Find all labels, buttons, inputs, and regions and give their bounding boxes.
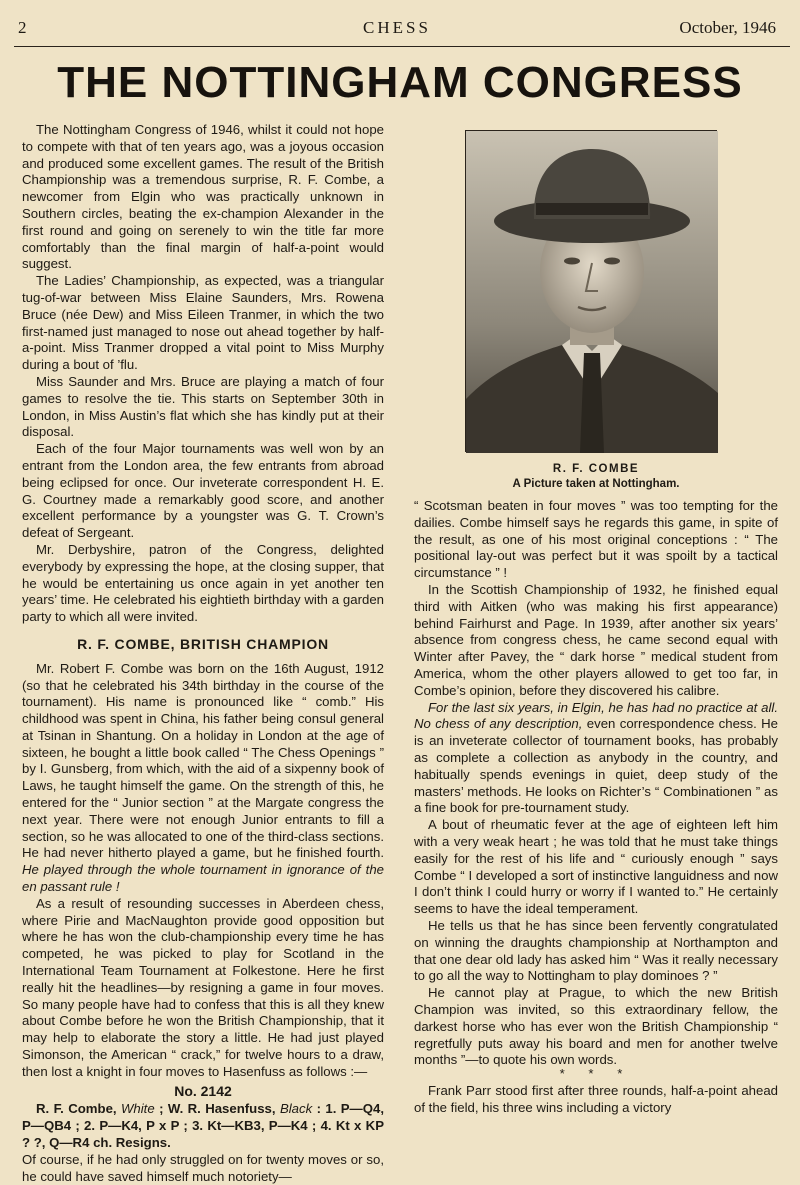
black-label: Black: [279, 1101, 313, 1117]
body-text: even correspondence chess. He is an inveterate collector of tournament books, has probably as complete a collection as anybody in the country, and habitually spends evenings in quiet, deep study of the masters’ methods. He looks on Richter’s “ Combinationen ” as a fine book for pre-tournament study.: [414, 716, 778, 816]
section-separator: * * *: [559, 1066, 633, 1082]
intro-paragraph: Miss Saunder and Mrs. Bruce are playing a match of four games to resolve the tie. This starts on September 30th in London, in Miss Austin’s flat which she has kindly put at their disposal.: [22, 373, 384, 440]
page-header: [18, 16, 776, 46]
bio-paragraph: [22, 661, 384, 896]
portrait-illustration: [466, 131, 718, 453]
game-number: No. 2142: [174, 1082, 232, 1099]
page-number: 2: [18, 18, 27, 37]
section-heading: R. F. COMBE, BRITISH CHAMPION: [77, 635, 329, 652]
portrait-image: [465, 130, 717, 452]
issue-date: October, 1946: [679, 18, 776, 37]
body-paragraph: He cannot play at Prague, to which the new British Champion was invited, so this extraordinary fellow, the darkest horse who has ever won the British Championship “ regretfully puts away his board and men for another twelve months ”—to quote his own words.: [414, 985, 778, 1068]
body-paragraph: He tells us that he has since been fervently congratulated on winning the draughts championship at Northampton and that one dear old lady has asked him “ Was it really necessary to go all the way to Nottingham to play dominoes ? ”: [414, 917, 778, 984]
body-paragraph: In the Scottish Championship of 1932, he finished equal third with Aitken (who was making his first appearance) behind Fairhurst and Page. In 1939, after another six years’ absence from congress chess, he came second equal with Winter after Pavey, the “ dark horse ” medical student from America, whom the other players allowed to get too far, in Combe’s opinion, before they discovered his calibre.: [414, 581, 778, 698]
bio-paragraph: As a result of resounding successes in Aberdeen chess, where Pirie and MacNaughton provide good opposition but where he has won the club-championship every time he has competed, he was picked to play for Scotland in the International Team Tournament at Folkestone. Here he first really hit the headlines—by resigning a game in four moves. So many people have had to confess that this is all they knew about Combe before he won the British Championship, that it may help to elaborate the story a little. He had just played Simonson, the American “ crack,” for twelve hours to a draw, then lost a knight in four moves to Hasenfuss as follows :—: [22, 895, 384, 1079]
white-label: White: [120, 1101, 155, 1117]
magazine-name: CHESS: [363, 18, 431, 37]
header-rule: [14, 46, 790, 47]
photo-caption: [414, 462, 778, 492]
bio-italic-text: He played through the whole tournament in ignorance of the en passant rule !: [22, 862, 384, 895]
body-paragraph: A bout of rheumatic fever at the age of eighteen left him with a very weak heart ; he was told that he must take things easily for the rest of his life and “ curiously enough ” says Combe “ I developed a sort of instinctive languidness and now I don’t think I could hurry or worry if I wanted to.” He certainly seems to have the ideal temperament.: [414, 817, 778, 917]
portrait-photo: [465, 130, 717, 452]
intro-paragraph: Each of the four Major tournaments was well won by an entrant from the London area, the few entrants from abroad being eclipsed for once. Our inveterate correspondent H. E. G. Courtney made a remarkably good score, and another excellent performance by a youngster was G. T. Crown’s defeat of Sergeant.: [22, 441, 384, 541]
white-player: R. F. Combe,: [36, 1101, 117, 1117]
black-player: W. R. Hasenfuss,: [167, 1101, 276, 1117]
caption-text: A Picture taken at Nottingham.: [512, 478, 680, 490]
bio-text: Mr. Robert F. Combe was born on the 16th August, 1912 (so that he celebrated his 34th birthday in the course of the tournament). His name is pronounced like “ comb.” His childhood was spent in China, his father being consul general at Tsinan in Shantung. On a holiday in London at the age of sixteen, he bought a little book called “ The Chess Openings ” by I. Gunsberg, from which, with the aid of a sixpenny book of Laws, he taught himself the game. On the strength of this, he entered for the “ Junior section ” at the Margate congress the next year. There were not enough Junior entrants to fill a section, so he was allocated to one of the third-class sections. He had never hitherto played a game, but he finished fourth.: [22, 660, 384, 861]
left-column: [22, 122, 384, 1185]
article-title: THE NOTTINGHAM CONGRESS: [57, 58, 743, 107]
italic-text: For the last six years, in Elgin, he has had no practice at all. No chess of any description,: [414, 699, 778, 732]
closing-paragraph: Of course, if he had only struggled on for twenty moves or so, he could have saved himself much notoriety—: [22, 1151, 384, 1184]
intro-paragraph: The Nottingham Congress of 1946, whilst it could not hope to compete with that of ten years ago, was a joyous occasion and produced some excellent games. The result of the British Championship was a tremendous surprise, R. F. Combe, a newcomer from Elgin who was practically unknown in Southern circles, beating the ex-champion Alexander in the first round and going on serenely to win the title far more comfortably than the final margin of half-a-point would suggest.: [22, 122, 384, 272]
game-players: R. F. Combe, White ; W. R. Hasenfuss, Black : 1. P—Q4, P—QB4 ; 2. P—K4, P x P ; 3. Kt—KB3, P—K4 ; 4. Kt x KP ? ?, Q—R4 ch. Resigns.: [22, 1101, 384, 1151]
body-paragraph: Frank Parr stood first after three rounds, half-a-point ahead of the field, his three wins including a victory: [414, 1083, 778, 1115]
game-moves: 1. P—Q4, P—QB4 ; 2. P—K4, P x P ; 3. Kt—KB3, P—K4 ; 4. Kt x KP ? ?, Q—R4 ch. Resigns.: [22, 1101, 384, 1151]
intro-paragraph: Mr. Derbyshire, patron of the Congress, delighted everybody by expressing the hope, at the closing supper, that he would be entertaining us once again in yet another ten years’ time. He celebrated his eightieth birthday with a garden party to which all were invited.: [22, 541, 384, 625]
body-paragraph: “ Scotsman beaten in four moves ” was too tempting for the dailies. Combe himself says he regards this game, in spite of the result, as one of his most original conceptions : “ The positional lay-out was perfect but it was spoilt by a tactical circumstance ” !: [414, 498, 778, 581]
right-column: [414, 498, 778, 1117]
body-paragraph: [414, 700, 778, 818]
intro-paragraph: The Ladies’ Championship, as expected, was a triangular tug-of-war between Miss Elaine Saunders, Mrs. Rowena Bruce (née Dew) and Miss Eileen Tranmer, in which the two first-named just managed to nose out ahead together by half-a-point. Miss Tranmer dropped a vital point to Miss Murphy during a bout of ’flu.: [22, 273, 384, 373]
caption-name: R. F. COMBE: [552, 463, 640, 475]
